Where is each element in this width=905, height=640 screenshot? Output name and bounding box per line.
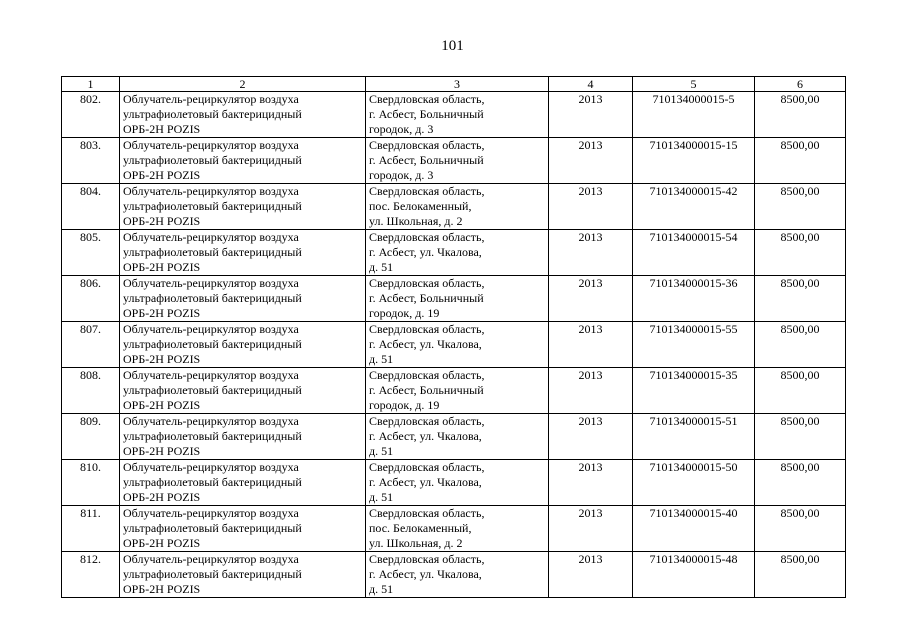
- item-name-line: Облучатель-рециркулятор воздуха: [123, 414, 299, 428]
- table-row: [62, 460, 846, 506]
- item-name-line: ультрафиолетовый бактерицидный: [123, 199, 302, 213]
- table-row: [62, 138, 846, 184]
- item-name-cell: [120, 506, 366, 552]
- address-line: г. Асбест, Больничный: [369, 153, 484, 167]
- inventory-number-cell: 710134000015-48: [633, 552, 755, 598]
- item-name-line: ультрафиолетовый бактерицидный: [123, 245, 302, 259]
- item-name-line: ультрафиолетовый бактерицидный: [123, 383, 302, 397]
- page-number: 101: [441, 38, 464, 54]
- item-name-line: Облучатель-рециркулятор воздуха: [123, 92, 299, 106]
- table-row: [62, 368, 846, 414]
- item-name-cell: [120, 552, 366, 598]
- item-name-line: ультрафиолетовый бактерицидный: [123, 153, 302, 167]
- year-cell: 2013: [549, 138, 633, 184]
- row-number-cell: 804.: [62, 184, 120, 230]
- address-line: г. Асбест, Больничный: [369, 383, 484, 397]
- address-cell: [366, 138, 549, 184]
- cost-cell: 8500,00: [755, 506, 846, 552]
- year-cell: 2013: [549, 460, 633, 506]
- address-cell: [366, 184, 549, 230]
- address-line: д. 51: [369, 490, 394, 504]
- cost-cell: 8500,00: [755, 276, 846, 322]
- address-line: г. Асбест, ул. Чкалова,: [369, 245, 482, 259]
- table-body: [62, 92, 846, 598]
- cost-cell: 8500,00: [755, 552, 846, 598]
- item-name-line: Облучатель-рециркулятор воздуха: [123, 230, 299, 244]
- item-name-line: Облучатель-рециркулятор воздуха: [123, 276, 299, 290]
- row-number-cell: 808.: [62, 368, 120, 414]
- item-name-line: Облучатель-рециркулятор воздуха: [123, 138, 299, 152]
- year-cell: 2013: [549, 506, 633, 552]
- address-line: пос. Белокаменный,: [369, 521, 472, 535]
- inventory-number-cell: 710134000015-50: [633, 460, 755, 506]
- cost-cell: 8500,00: [755, 460, 846, 506]
- item-name-line: ОРБ-2Н POZIS: [123, 582, 201, 596]
- address-line: городок, д. 3: [369, 122, 434, 136]
- item-name-line: Облучатель-рециркулятор воздуха: [123, 368, 299, 382]
- year-cell: 2013: [549, 322, 633, 368]
- row-number-cell: 812.: [62, 552, 120, 598]
- row-number-cell: 811.: [62, 506, 120, 552]
- address-line: городок, д. 3: [369, 168, 434, 182]
- address-line: Свердловская область,: [369, 92, 485, 106]
- row-number-cell: 803.: [62, 138, 120, 184]
- item-name-line: ультрафиолетовый бактерицидный: [123, 107, 302, 121]
- item-name-line: ОРБ-2Н POZIS: [123, 352, 201, 366]
- year-cell: 2013: [549, 368, 633, 414]
- cost-cell: 8500,00: [755, 414, 846, 460]
- table-row: [62, 276, 846, 322]
- item-name-line: ультрафиолетовый бактерицидный: [123, 337, 302, 351]
- item-name-line: Облучатель-рециркулятор воздуха: [123, 322, 299, 336]
- address-cell: [366, 230, 549, 276]
- inventory-number-cell: 710134000015-40: [633, 506, 755, 552]
- item-name-line: ОРБ-2Н POZIS: [123, 168, 201, 182]
- item-name-line: Облучатель-рециркулятор воздуха: [123, 460, 299, 474]
- address-cell: [366, 276, 549, 322]
- column-header-1: 1: [62, 77, 120, 92]
- address-line: Свердловская область,: [369, 276, 485, 290]
- address-line: д. 51: [369, 352, 394, 366]
- item-name-line: Облучатель-рециркулятор воздуха: [123, 184, 299, 198]
- column-header-5: 5: [633, 77, 755, 92]
- address-line: Свердловская область,: [369, 460, 485, 474]
- item-name-cell: [120, 322, 366, 368]
- address-line: городок, д. 19: [369, 398, 440, 412]
- item-name-line: Облучатель-рециркулятор воздуха: [123, 552, 299, 566]
- address-line: Свердловская область,: [369, 230, 485, 244]
- column-header-6: 6: [755, 77, 846, 92]
- address-line: Свердловская область,: [369, 414, 485, 428]
- table-row: [62, 92, 846, 138]
- table-row: [62, 230, 846, 276]
- year-cell: 2013: [549, 92, 633, 138]
- inventory-number-cell: 710134000015-54: [633, 230, 755, 276]
- address-line: г. Асбест, Больничный: [369, 107, 484, 121]
- address-line: пос. Белокаменный,: [369, 199, 472, 213]
- item-name-cell: [120, 230, 366, 276]
- address-line: городок, д. 19: [369, 306, 440, 320]
- item-name-line: ОРБ-2Н POZIS: [123, 444, 201, 458]
- address-cell: [366, 414, 549, 460]
- address-cell: [366, 552, 549, 598]
- column-header-3: 3: [366, 77, 549, 92]
- address-line: ул. Школьная, д. 2: [369, 536, 463, 550]
- table-row: [62, 414, 846, 460]
- table-row: [62, 184, 846, 230]
- address-line: Свердловская область,: [369, 138, 485, 152]
- item-name-line: ОРБ-2Н POZIS: [123, 260, 201, 274]
- inventory-number-cell: 710134000015-15: [633, 138, 755, 184]
- row-number-cell: 810.: [62, 460, 120, 506]
- item-name-cell: [120, 460, 366, 506]
- address-line: Свердловская область,: [369, 322, 485, 336]
- address-line: г. Асбест, ул. Чкалова,: [369, 475, 482, 489]
- item-name-line: ОРБ-2Н POZIS: [123, 398, 201, 412]
- item-name-cell: [120, 368, 366, 414]
- address-line: д. 51: [369, 444, 394, 458]
- item-name-line: ОРБ-2Н POZIS: [123, 536, 201, 550]
- year-cell: 2013: [549, 276, 633, 322]
- year-cell: 2013: [549, 552, 633, 598]
- address-line: д. 51: [369, 260, 394, 274]
- item-name-line: Облучатель-рециркулятор воздуха: [123, 506, 299, 520]
- address-line: д. 51: [369, 582, 394, 596]
- address-line: ул. Школьная, д. 2: [369, 214, 463, 228]
- item-name-line: ультрафиолетовый бактерицидный: [123, 567, 302, 581]
- address-cell: [366, 368, 549, 414]
- cost-cell: 8500,00: [755, 368, 846, 414]
- inventory-number-cell: 710134000015-42: [633, 184, 755, 230]
- address-cell: [366, 92, 549, 138]
- address-line: г. Асбест, ул. Чкалова,: [369, 337, 482, 351]
- address-cell: [366, 506, 549, 552]
- inventory-number-cell: 710134000015-35: [633, 368, 755, 414]
- cost-cell: 8500,00: [755, 322, 846, 368]
- row-number-cell: 805.: [62, 230, 120, 276]
- table-row: [62, 322, 846, 368]
- row-number-cell: 807.: [62, 322, 120, 368]
- address-line: Свердловская область,: [369, 368, 485, 382]
- year-cell: 2013: [549, 414, 633, 460]
- item-name-line: ультрафиолетовый бактерицидный: [123, 291, 302, 305]
- cost-cell: 8500,00: [755, 184, 846, 230]
- column-number-header-row: [62, 77, 846, 92]
- item-name-cell: [120, 414, 366, 460]
- inventory-number-cell: 710134000015-55: [633, 322, 755, 368]
- address-line: г. Асбест, ул. Чкалова,: [369, 429, 482, 443]
- year-cell: 2013: [549, 230, 633, 276]
- year-cell: 2013: [549, 184, 633, 230]
- column-header-2: 2: [120, 77, 366, 92]
- address-line: Свердловская область,: [369, 506, 485, 520]
- item-name-line: ОРБ-2Н POZIS: [123, 490, 201, 504]
- column-header-4: 4: [549, 77, 633, 92]
- table-row: [62, 506, 846, 552]
- item-name-cell: [120, 184, 366, 230]
- item-name-cell: [120, 92, 366, 138]
- item-name-line: ультрафиолетовый бактерицидный: [123, 429, 302, 443]
- table-row: [62, 552, 846, 598]
- property-registry-table: [61, 76, 846, 598]
- row-number-cell: 802.: [62, 92, 120, 138]
- inventory-number-cell: 710134000015-5: [633, 92, 755, 138]
- item-name-cell: [120, 276, 366, 322]
- item-name-line: ОРБ-2Н POZIS: [123, 306, 201, 320]
- item-name-line: ОРБ-2Н POZIS: [123, 122, 201, 136]
- inventory-number-cell: 710134000015-36: [633, 276, 755, 322]
- item-name-line: ультрафиолетовый бактерицидный: [123, 475, 302, 489]
- address-cell: [366, 460, 549, 506]
- address-cell: [366, 322, 549, 368]
- address-line: г. Асбест, Больничный: [369, 291, 484, 305]
- row-number-cell: 806.: [62, 276, 120, 322]
- cost-cell: 8500,00: [755, 92, 846, 138]
- item-name-cell: [120, 138, 366, 184]
- address-line: г. Асбест, ул. Чкалова,: [369, 567, 482, 581]
- inventory-number-cell: 710134000015-51: [633, 414, 755, 460]
- row-number-cell: 809.: [62, 414, 120, 460]
- item-name-line: ОРБ-2Н POZIS: [123, 214, 201, 228]
- item-name-line: ультрафиолетовый бактерицидный: [123, 521, 302, 535]
- address-line: Свердловская область,: [369, 552, 485, 566]
- cost-cell: 8500,00: [755, 138, 846, 184]
- address-line: Свердловская область,: [369, 184, 485, 198]
- cost-cell: 8500,00: [755, 230, 846, 276]
